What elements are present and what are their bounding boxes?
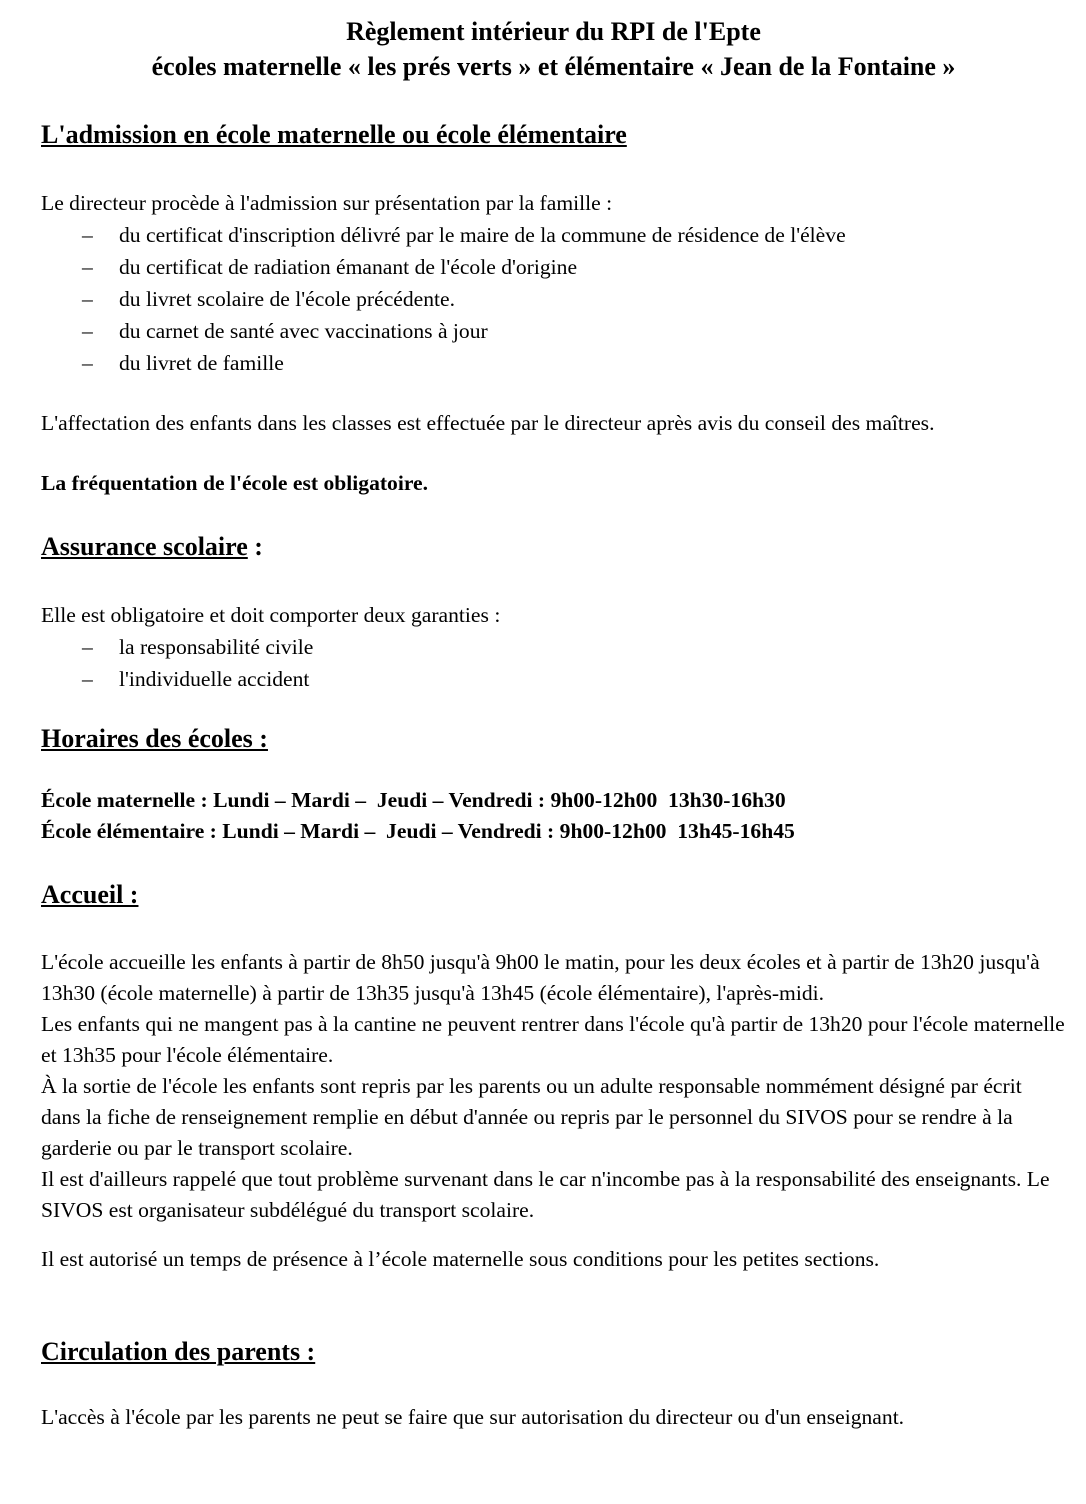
- admission-list-item-text: du certificat d'inscription délivré par le maire de la commune de résidence de l'élève: [119, 223, 846, 247]
- admission-list-item-text: du livret de famille: [119, 351, 284, 375]
- assurance-list-item-text: la responsabilité civile: [119, 635, 314, 659]
- admission-list-item: [41, 283, 1066, 315]
- accueil-paragraph-3: À la sortie de l'école les enfants sont repris par les parents ou un adulte responsable nommément désigné par écrit dans la fiche de renseignement remplie en début d'année ou repris par le personnel du SIVOS pour se rendre à la garderie ou par le transport scolaire.: [41, 1074, 1022, 1160]
- dash-bullet: –: [82, 351, 93, 375]
- schedule-maternelle: École maternelle : Lundi – Mardi – Jeudi – Vendredi : 9h00-12h00 13h30-16h30: [41, 788, 786, 812]
- assurance-list-item: [41, 631, 1066, 663]
- heading-accueil: [41, 878, 1066, 912]
- admission-list-item: [41, 347, 1066, 379]
- document-title-line1: Règlement intérieur du RPI de l'Epte: [346, 17, 761, 46]
- heading-accueil-text: Accueil :: [41, 880, 139, 909]
- dash-bullet: –: [82, 635, 93, 659]
- admission-list-item: [41, 315, 1066, 347]
- dash-bullet: –: [82, 223, 93, 247]
- heading-assurance: [41, 530, 1066, 564]
- assurance-list-item-text: l'individuelle accident: [119, 667, 310, 691]
- admission-list-item-text: du certificat de radiation émanant de l'école d'origine: [119, 255, 578, 279]
- affectation-paragraph: L'affectation des enfants dans les classes est effectuée par le directeur après avis du conseil des maîtres.: [41, 411, 935, 435]
- heading-horaires: [41, 722, 1066, 756]
- schedule-elementaire: École élémentaire : Lundi – Mardi – Jeudi – Vendredi : 9h00-12h00 13h45-16h45: [41, 819, 795, 843]
- heading-assurance-text: Assurance scolaire: [41, 532, 248, 561]
- heading-admission-text: L'admission en école maternelle ou école élémentaire: [41, 120, 627, 149]
- accueil-paragraph-1: L'école accueille les enfants à partir de 8h50 jusqu'à 9h00 le matin, pour les deux écoles et à partir de 13h20 jusqu'à 13h30 (école maternelle) à partir de 13h35 jusqu'à 13h45 (école élémentaire), l'après-midi.: [41, 950, 1040, 1005]
- admission-list-item-text: du livret scolaire de l'école précédente.: [119, 287, 456, 311]
- heading-admission: [41, 118, 1066, 152]
- document-title: [41, 14, 1066, 84]
- dash-bullet: –: [82, 255, 93, 279]
- admission-list-item: [41, 251, 1066, 283]
- dash-bullet: –: [82, 667, 93, 691]
- admission-list: [41, 219, 1066, 379]
- circulation-paragraph: L'accès à l'école par les parents ne peut se faire que sur autorisation du directeur ou d'un enseignant.: [41, 1405, 905, 1429]
- assurance-intro: Elle est obligatoire et doit comporter deux garanties :: [41, 603, 501, 627]
- admission-list-item: [41, 219, 1066, 251]
- heading-horaires-text: Horaires des écoles :: [41, 724, 268, 753]
- dash-bullet: –: [82, 319, 93, 343]
- heading-circulation: [41, 1335, 1066, 1369]
- admission-list-item-text: du carnet de santé avec vaccinations à jour: [119, 319, 488, 343]
- admission-intro: Le directeur procède à l'admission sur présentation par la famille :: [41, 191, 613, 215]
- accueil-paragraph-2: Les enfants qui ne mangent pas à la cantine ne peuvent rentrer dans l'école qu'à partir de 13h20 pour l'école maternelle et 13h35 pour l'école élémentaire.: [41, 1012, 1065, 1067]
- accueil-paragraph-5: Il est autorisé un temps de présence à l’école maternelle sous conditions pour les petites sections.: [41, 1247, 880, 1271]
- accueil-paragraph-4: Il est d'ailleurs rappelé que tout problème survenant dans le car n'incombe pas à la responsabilité des enseignants. Le SIVOS est organisateur subdélégué du transport scolaire.: [41, 1167, 1050, 1222]
- heading-assurance-colon: :: [247, 532, 263, 561]
- document-title-line2: écoles maternelle « les prés verts » et élémentaire « Jean de la Fontaine »: [151, 52, 956, 81]
- heading-circulation-text: Circulation des parents :: [41, 1337, 316, 1366]
- obligation-statement: La fréquentation de l'école est obligatoire.: [41, 471, 429, 495]
- dash-bullet: –: [82, 287, 93, 311]
- assurance-list: [41, 631, 1066, 695]
- assurance-list-item: [41, 663, 1066, 695]
